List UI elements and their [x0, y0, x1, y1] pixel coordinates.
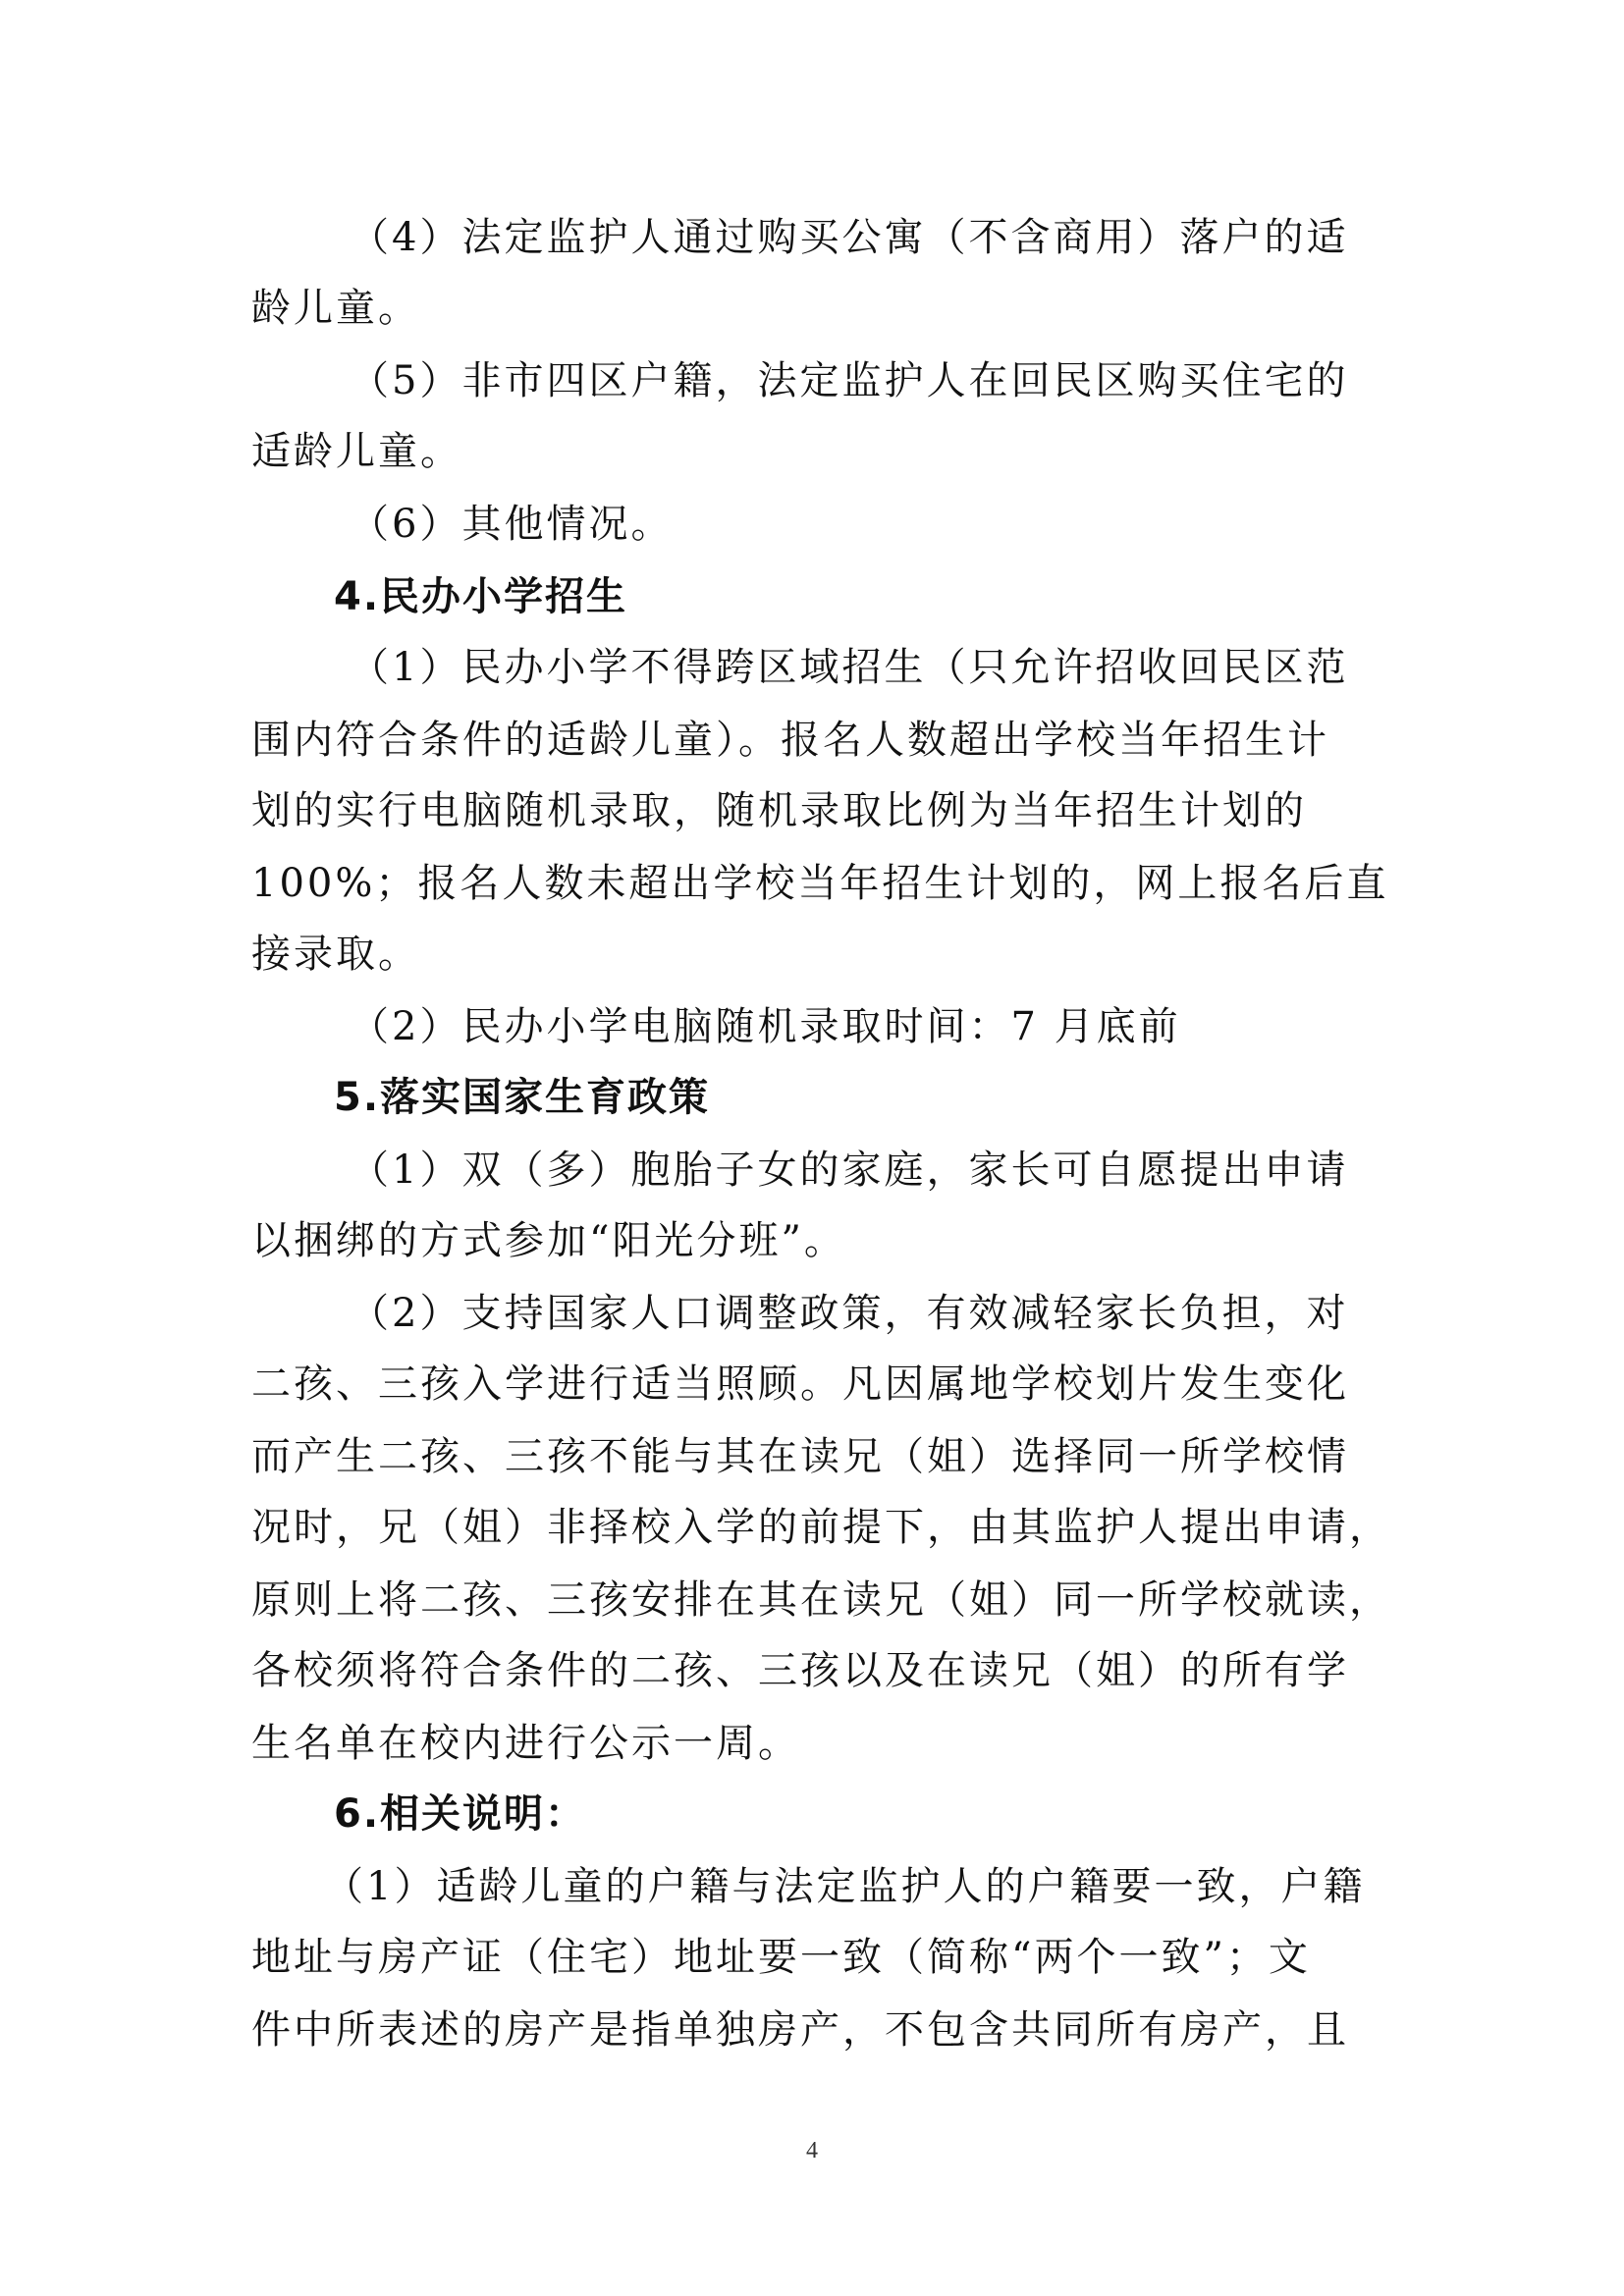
section-6-heading: 6.相关说明： — [334, 1791, 587, 1837]
item-5-line-2: 适龄儿童。 — [251, 429, 462, 474]
section-5-p2-line-1: （2）支持国家人口调整政策，有效减轻家长负担，对 — [350, 1291, 1349, 1336]
section-5-p2-line-2: 二孩、三孩入学进行适当照顾。凡因属地学校划片发生变化 — [251, 1362, 1349, 1407]
section-5-p1-line-2: 以捆绑的方式参加“阳光分班”。 — [251, 1218, 846, 1263]
section-4-heading: 4.民办小学招生 — [334, 574, 628, 619]
section-4-p2-line-1: （2）民办小学电脑随机录取时间：7 月底前 — [350, 1004, 1181, 1049]
section-4-p1-line-4: 100%；报名人数未超出学校当年招生计划的，网上报名后直 — [251, 861, 1389, 906]
item-5-line-1: （5）非市四区户籍，法定监护人在回民区购买住宅的 — [350, 358, 1349, 403]
item-6-line-1: （6）其他情况。 — [350, 502, 674, 547]
section-6-p1-line-2: 地址与房产证（住宅）地址要一致（简称“两个一致”；文 — [251, 1935, 1311, 1980]
section-4-p1-line-3: 划的实行电脑随机录取，随机录取比例为当年招生计划的 — [251, 788, 1307, 833]
section-5-p2-line-4: 况时，兄（姐）非择校入学的前提下，由其监护人提出申请， — [251, 1505, 1391, 1550]
item-4-line-2: 龄儿童。 — [251, 286, 420, 331]
page-number: 4 — [806, 2138, 818, 2163]
item-4-line-1: （4）法定监护人通过购买公寓（不含商用）落户的适 — [350, 215, 1349, 260]
section-5-heading: 5.落实国家生育政策 — [334, 1075, 711, 1120]
section-5-p1-line-1: （1）双（多）胞胎子女的家庭，家长可自愿提出申请 — [350, 1148, 1349, 1193]
section-4-p1-line-1: （1）民办小学不得跨区域招生（只允许招收回民区范 — [350, 645, 1349, 690]
section-5-p2-line-7: 生名单在校内进行公示一周。 — [251, 1721, 800, 1766]
section-6-p1-line-1: （1）适龄儿童的户籍与法定监护人的户籍要一致，户籍 — [324, 1864, 1366, 1909]
section-4-p1-line-5: 接录取。 — [251, 932, 420, 977]
section-6-p1-line-3: 件中所表述的房产是指单独房产，不包含共同所有房产，且 — [251, 2007, 1349, 2053]
section-5-p2-line-3: 而产生二孩、三孩不能与其在读兄（姐）选择同一所学校情 — [251, 1434, 1349, 1479]
section-5-p2-line-5: 原则上将二孩、三孩安排在其在读兄（姐）同一所学校就读， — [251, 1577, 1391, 1623]
section-5-p2-line-6: 各校须将符合条件的二孩、三孩以及在读兄（姐）的所有学 — [251, 1648, 1349, 1693]
section-4-p1-line-2: 围内符合条件的适龄儿童）。报名人数超出学校当年招生计 — [251, 718, 1329, 763]
